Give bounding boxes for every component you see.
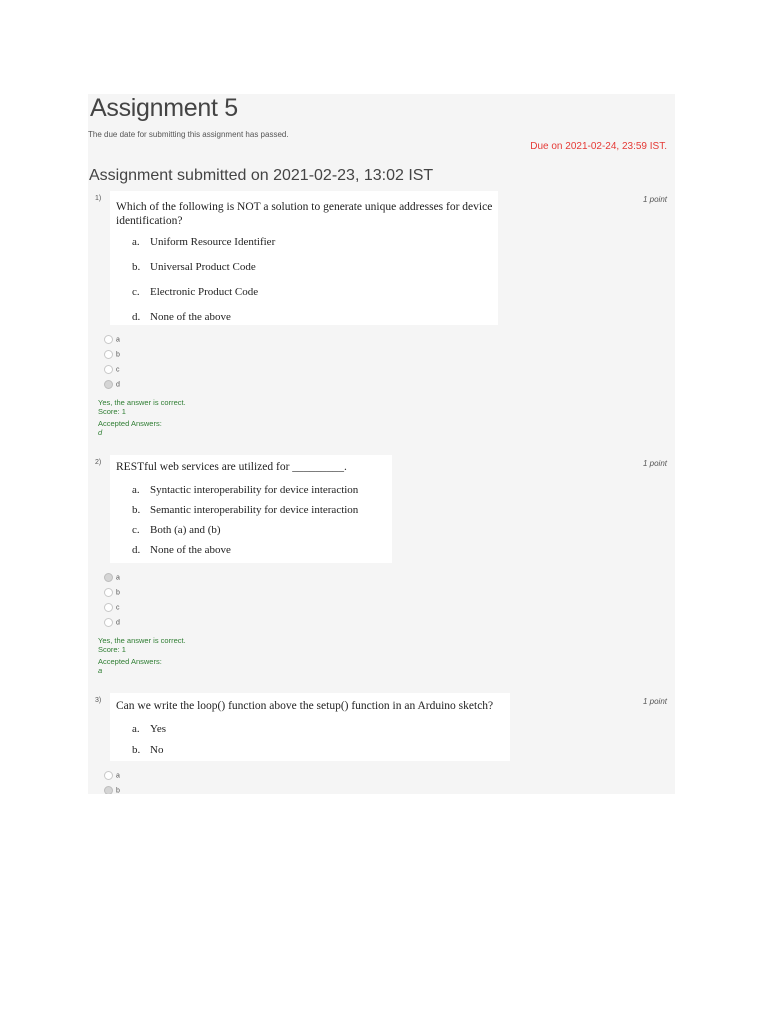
accepted-answer: a [98, 666, 103, 675]
question-text: Can we write the loop() function above the setup() function in an Arduino sketch? [116, 700, 494, 712]
option-a [132, 236, 275, 248]
option-letter: c. [132, 286, 140, 298]
radio-option-b[interactable] [104, 786, 120, 794]
radio-option-a[interactable] [104, 573, 120, 583]
option-c [132, 524, 221, 536]
option-text: Both (a) and (b) [150, 524, 221, 536]
question-text: RESTful web services are utilized for _________. [116, 461, 347, 473]
option-text: Universal Product Code [150, 261, 256, 273]
radio-label: d [116, 381, 120, 389]
accepted-answer: d [98, 428, 103, 437]
question-number: 1) [95, 195, 102, 202]
question-number: 2) [95, 459, 102, 466]
option-b [132, 504, 358, 516]
due-date: Due on 2021-02-24, 23:59 IST. [530, 141, 667, 152]
submission-status: Assignment submitted on 2021-02-23, 13:02 IST [89, 167, 434, 184]
answer-feedback [98, 398, 186, 437]
option-c [132, 286, 258, 298]
option-text: Uniform Resource Identifier [150, 236, 276, 248]
option-d [132, 544, 231, 556]
radio-button[interactable] [104, 771, 113, 780]
radio-label: d [116, 619, 120, 627]
option-letter: c. [132, 524, 140, 536]
option-text: Yes [150, 723, 167, 735]
option-letter: d. [132, 544, 141, 556]
question-image [110, 455, 392, 563]
option-letter: a. [132, 484, 140, 496]
due-passed-notice: The due date for submitting this assignment has passed. [88, 130, 289, 139]
radio-button-selected[interactable] [104, 573, 113, 582]
option-a [132, 484, 358, 496]
accepted-answers-label: Accepted Answers: [98, 657, 162, 666]
radio-label: b [116, 351, 120, 359]
question-number: 3) [95, 697, 102, 704]
radio-option-b[interactable] [104, 588, 120, 598]
answer-feedback [98, 636, 186, 675]
question-points: 1 point [642, 697, 667, 706]
option-text: Semantic interoperability for device interaction [150, 504, 359, 516]
option-letter: b. [132, 261, 141, 273]
radio-option-a[interactable] [104, 771, 120, 781]
radio-label: a [116, 336, 120, 344]
radio-option-b[interactable] [104, 350, 120, 360]
question-text: Which of the following is NOT a solution to generate unique addresses for device identification? [116, 201, 493, 227]
radio-button[interactable] [104, 603, 113, 612]
question-points: 1 point [642, 459, 667, 468]
radio-option-d[interactable] [104, 618, 120, 628]
question-image [110, 191, 498, 325]
radio-label: b [116, 787, 120, 794]
option-letter: a. [132, 723, 140, 735]
radio-option-a[interactable] [104, 335, 120, 345]
radio-label: a [116, 772, 120, 780]
option-a [132, 723, 166, 735]
radio-option-c[interactable] [104, 603, 120, 613]
radio-option-c[interactable] [104, 365, 120, 375]
option-d [132, 311, 231, 323]
option-letter: b. [132, 504, 141, 516]
question-image [110, 693, 510, 761]
score-text: Score: 1 [98, 407, 126, 416]
feedback-text: Yes, the answer is correct. [98, 636, 186, 645]
option-text: Syntactic interoperability for device interaction [150, 484, 359, 496]
radio-label: a [116, 574, 120, 582]
radio-option-d[interactable] [104, 380, 120, 390]
radio-label: c [116, 604, 120, 612]
option-text: Electronic Product Code [150, 286, 259, 298]
option-b [132, 261, 256, 273]
radio-button[interactable] [104, 335, 113, 344]
radio-button-selected[interactable] [104, 380, 113, 389]
question-points: 1 point [642, 195, 667, 204]
option-text: None of the above [150, 544, 231, 556]
option-letter: d. [132, 311, 141, 323]
page-title: Assignment 5 [90, 94, 238, 122]
radio-button-selected[interactable] [104, 786, 113, 794]
option-letter: a. [132, 236, 140, 248]
radio-button[interactable] [104, 618, 113, 627]
option-b [132, 744, 163, 756]
assignment-panel [88, 94, 675, 794]
radio-button[interactable] [104, 588, 113, 597]
accepted-answers-label: Accepted Answers: [98, 419, 162, 428]
radio-label: c [116, 366, 120, 374]
radio-button[interactable] [104, 350, 113, 359]
option-text: None of the above [150, 311, 231, 323]
feedback-text: Yes, the answer is correct. [98, 398, 186, 407]
option-letter: b. [132, 744, 141, 756]
radio-label: b [116, 589, 120, 597]
option-text: No [150, 744, 164, 756]
radio-button[interactable] [104, 365, 113, 374]
score-text: Score: 1 [98, 645, 126, 654]
